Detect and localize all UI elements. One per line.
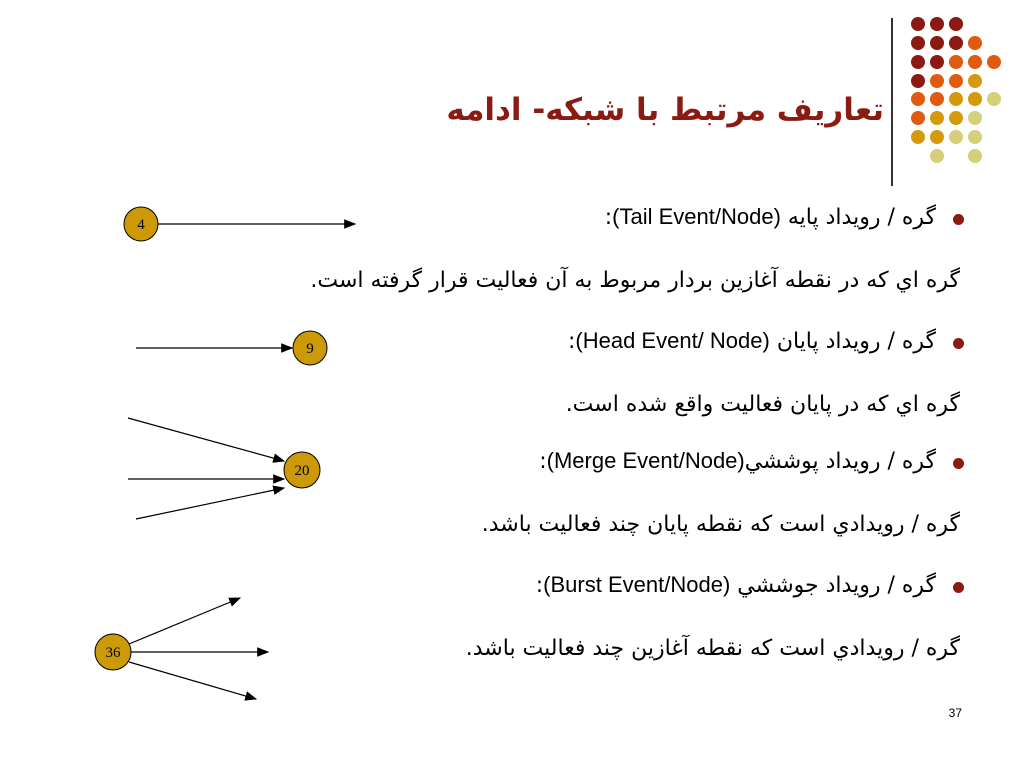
node-label: 20 [294, 463, 310, 479]
heading-colon: : [535, 573, 544, 598]
item-description-1: گره اي كه در نقطه آغازين بردار مربوط به آن فعاليت قرار گرفته است. [310, 268, 960, 293]
node-label: 4 [137, 217, 145, 233]
heading-en: (Head Event/ Node) [575, 328, 770, 353]
item-description-3: گره / رويدادي است كه نقطه پايان چند فعاليت باشد. [481, 512, 960, 537]
heading-fa: گره / رویداد پوششي [744, 449, 936, 474]
heading-en: (Merge Event/Node) [546, 448, 745, 473]
node-label: 9 [306, 341, 314, 357]
heading-fa: گره / رویداد پایه [787, 205, 936, 230]
heading-colon: : [567, 329, 576, 354]
node-label: 36 [105, 645, 121, 661]
heading-fa: گره / رویداد پایان [776, 329, 936, 354]
tail-node-diagram [124, 207, 355, 241]
head-node-diagram [136, 331, 327, 365]
heading-colon: : [604, 205, 613, 230]
heading-en: (Tail Event/Node) [612, 204, 781, 229]
item-description-2: گره اي كه در پايان فعاليت واقع شده است. [565, 392, 960, 417]
arrow-icon [129, 598, 240, 644]
heading-en: (Burst Event/Node) [543, 572, 731, 597]
merge-node-diagram [128, 418, 320, 519]
page-number: 37 [948, 706, 962, 720]
arrow-icon [129, 662, 256, 699]
heading-fa: گره / رویداد جوششي [737, 573, 936, 598]
slide-title: تعاریف مرتبط با شبکه- ادامه [446, 92, 884, 128]
arrow-icon [128, 418, 284, 461]
arrow-icon [136, 488, 284, 519]
burst-node-diagram [95, 598, 268, 699]
item-description-4: گره / رويدادي است كه نقطه آغازين چند فعاليت باشد. [465, 636, 960, 661]
heading-colon: : [539, 449, 547, 474]
